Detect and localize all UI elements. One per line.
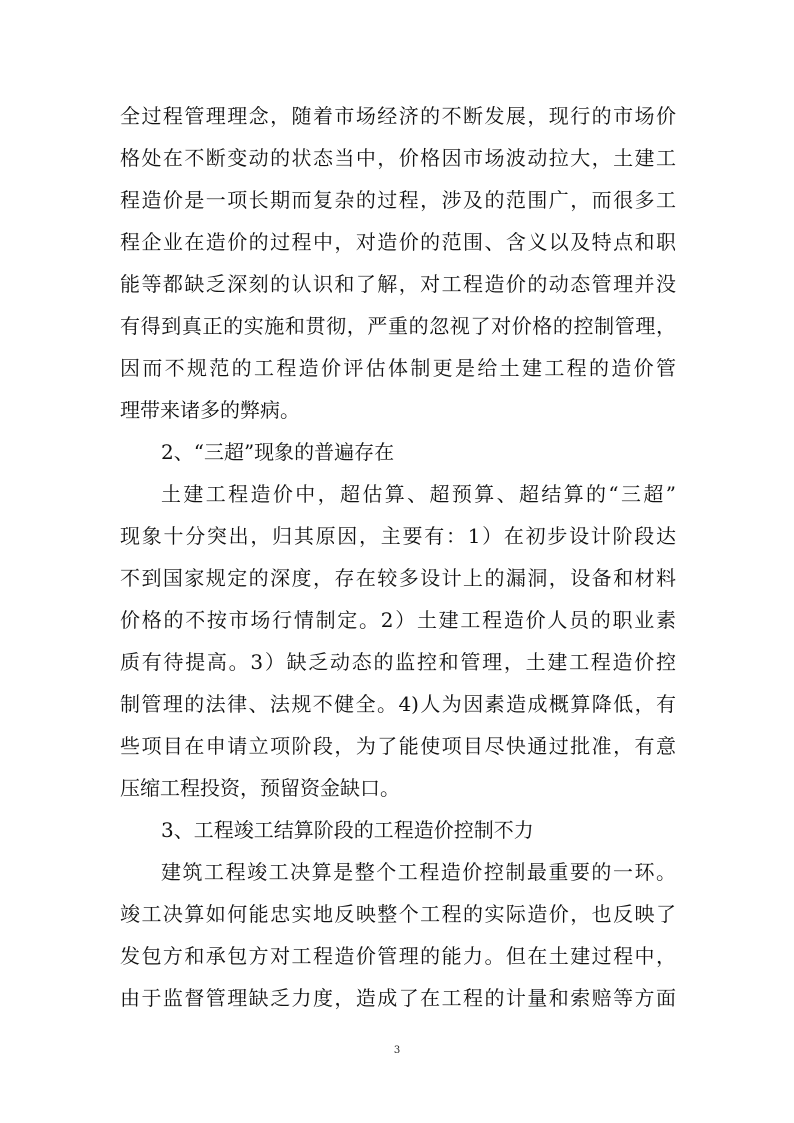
section-heading: 3、工程竣工结算阶段的工程造价控制不力 [161,818,534,842]
body-text-line: 理带来诸多的弊病。 [120,398,300,422]
body-text-line: 发包方和承包方对工程造价管理的能力。但在土建过程中， [120,944,676,968]
body-text-line: 现象十分突出，归其原因，主要有：1）在初步设计阶段达 [120,524,676,548]
body-text-line: 由于监督管理缺乏力度，造成了在工程的计量和索赔等方面 [120,986,676,1010]
body-text-line: 不到国家规定的深度，存在较多设计上的漏洞，设备和材料 [120,566,676,590]
body-text-line: 程企业在造价的过程中，对造价的范围、含义以及特点和职 [120,230,676,254]
body-text-line: 建筑工程竣工决算是整个工程造价控制最重要的一环。 [161,860,676,884]
page-number: 3 [393,1045,401,1056]
body-text-line: 竣工决算如何能忠实地反映整个工程的实际造价，也反映了 [120,902,676,926]
body-text-line: 因而不规范的工程造价评估体制更是给土建工程的造价管 [120,356,676,380]
body-text-line: 质有待提高。3）缺乏动态的监控和管理，土建工程造价控 [120,650,676,674]
body-text-line: 格处在不断变动的状态当中，价格因市场波动拉大，土建工 [120,146,676,170]
body-text-line: 压缩工程投资，预留资金缺口。 [120,776,400,800]
body-text-line: 土建工程造价中，超估算、超预算、超结算的“三超” [161,482,676,506]
body-text-line: 些项目在申请立项阶段，为了能使项目尽快通过批准，有意 [120,734,676,758]
body-text-line: 能等都缺乏深刻的认识和了解，对工程造价的动态管理并没 [120,272,676,296]
section-heading: 2、“三超”现象的普遍存在 [161,440,395,464]
body-text-line: 有得到真正的实施和贯彻，严重的忽视了对价格的控制管理， [120,314,676,338]
body-text-line: 程造价是一项长期而复杂的过程，涉及的范围广，而很多工 [120,188,676,212]
body-text-line: 全过程管理理念，随着市场经济的不断发展，现行的市场价 [120,104,676,128]
body-text-line: 价格的不按市场行情制定。2）土建工程造价人员的职业素 [120,608,676,632]
body-text-line: 制管理的法律、法规不健全。4)人为因素造成概算降低，有 [120,692,676,716]
